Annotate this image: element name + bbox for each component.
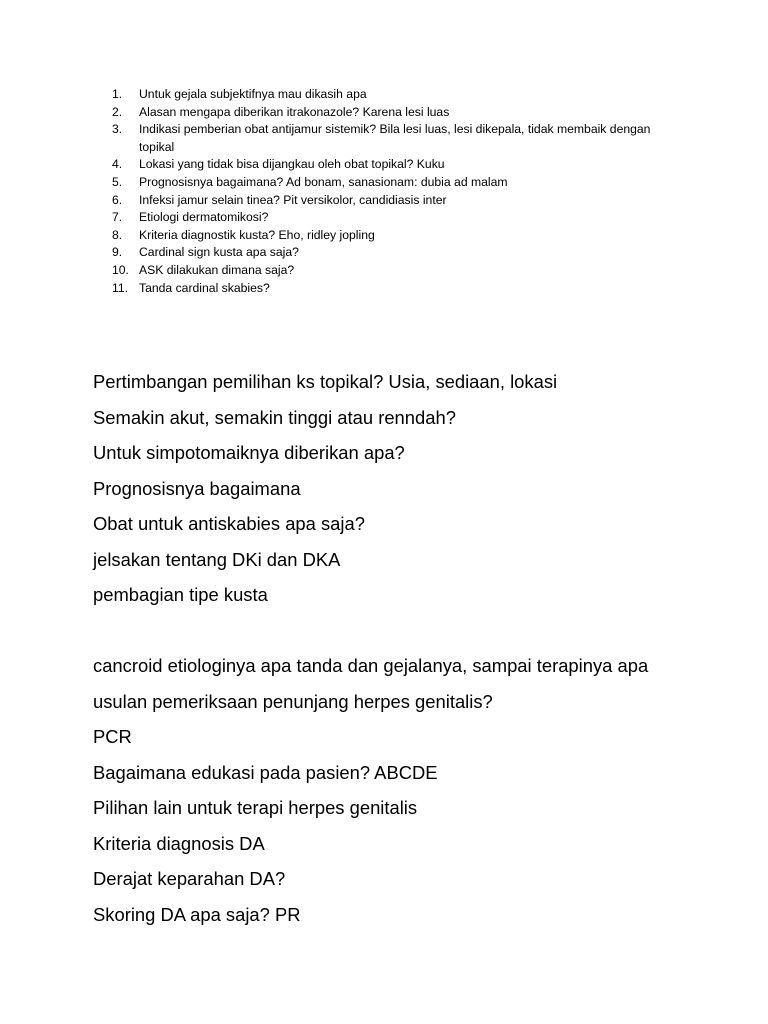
list-item-number: 4. [112, 157, 123, 172]
list-item [112, 209, 652, 227]
list-item [112, 227, 652, 245]
text-line: Pilihan lain untuk terapi herpes genitalis [93, 797, 418, 818]
list-item [112, 121, 652, 156]
list-item [112, 174, 652, 192]
list-item-text: Alasan mengapa diberikan itrakonazole? Karena lesi luas [139, 104, 450, 119]
text-line: pembagian tipe kusta [93, 584, 268, 605]
list-item-number: 5. [112, 174, 123, 189]
text-line: Obat untuk antiskabies apa saja? [93, 513, 365, 534]
text-line: Skoring DA apa saja? PR [93, 903, 301, 925]
text-line: PCR [93, 726, 132, 747]
text-line: Semakin akut, semakin tinggi atau renndah? [93, 406, 456, 428]
list-item [112, 104, 652, 122]
list-item-text: Untuk gejala subjektifnya mau dikasih apa [139, 87, 367, 101]
list-item [112, 262, 652, 280]
text-line: usulan pemeriksaan penunjang herpes genitalis? [93, 690, 493, 712]
list-item-number: 2. [112, 104, 123, 119]
text-line: Bagaimana edukasi pada pasien? ABCDE [93, 761, 438, 783]
list-item [112, 86, 652, 104]
blank-line [93, 613, 733, 649]
list-item-text: Tanda cardinal skabies? [139, 280, 270, 295]
list-item-number: 11. [112, 280, 129, 295]
list-item [112, 280, 652, 298]
list-item [112, 244, 652, 262]
list-item-number: 1. [112, 87, 123, 101]
list-item-number: 9. [112, 245, 123, 260]
list-item-number: 6. [112, 192, 123, 207]
list-item-text: Lokasi yang tidak bisa dijangkau oleh obat topikal? Kuku [139, 157, 445, 172]
question-lines [93, 364, 733, 932]
text-line: Pertimbangan pemilihan ks topikal? Usia, sediaan, lokasi [93, 371, 558, 392]
list-item-number: 3. [112, 122, 123, 137]
text-line: Prognosisnya bagaimana [93, 477, 301, 499]
list-item-text: Etiologi dermatomikosi? [139, 210, 269, 225]
text-line: cancroid etiologinya apa tanda dan gejalanya, sampai terapinya apa [93, 655, 649, 676]
list-item [112, 192, 652, 210]
list-item-text: Infeksi jamur selain tinea? Pit versikolor, candidiasis inter [139, 192, 447, 207]
text-line: Kriteria diagnosis DA [93, 832, 265, 854]
list-item-number: 8. [112, 227, 123, 242]
list-item-text: ASK dilakukan dimana saja? [139, 262, 295, 277]
list-item-text: Cardinal sign kusta apa saja? [139, 245, 299, 260]
list-item-text: Indikasi pemberian obat antijamur sistemik? Bila lesi luas, lesi dikepala, tidak membaik dengan topikal [139, 122, 651, 154]
text-line: jelsakan tentang DKi dan DKA [93, 548, 341, 570]
list-item-number: 10. [112, 262, 129, 277]
list-item-text: Kriteria diagnostik kusta? Eho, ridley jopling [139, 227, 375, 242]
list-item-text: Prognosisnya bagaimana? Ad bonam, sanasionam: dubia ad malam [139, 174, 508, 189]
list-item-number: 7. [112, 210, 123, 225]
list-item [112, 156, 652, 174]
numbered-question-list [112, 86, 652, 297]
text-line: Untuk simpotomaiknya diberikan apa? [93, 442, 405, 463]
text-line: Derajat keparahan DA? [93, 868, 286, 889]
